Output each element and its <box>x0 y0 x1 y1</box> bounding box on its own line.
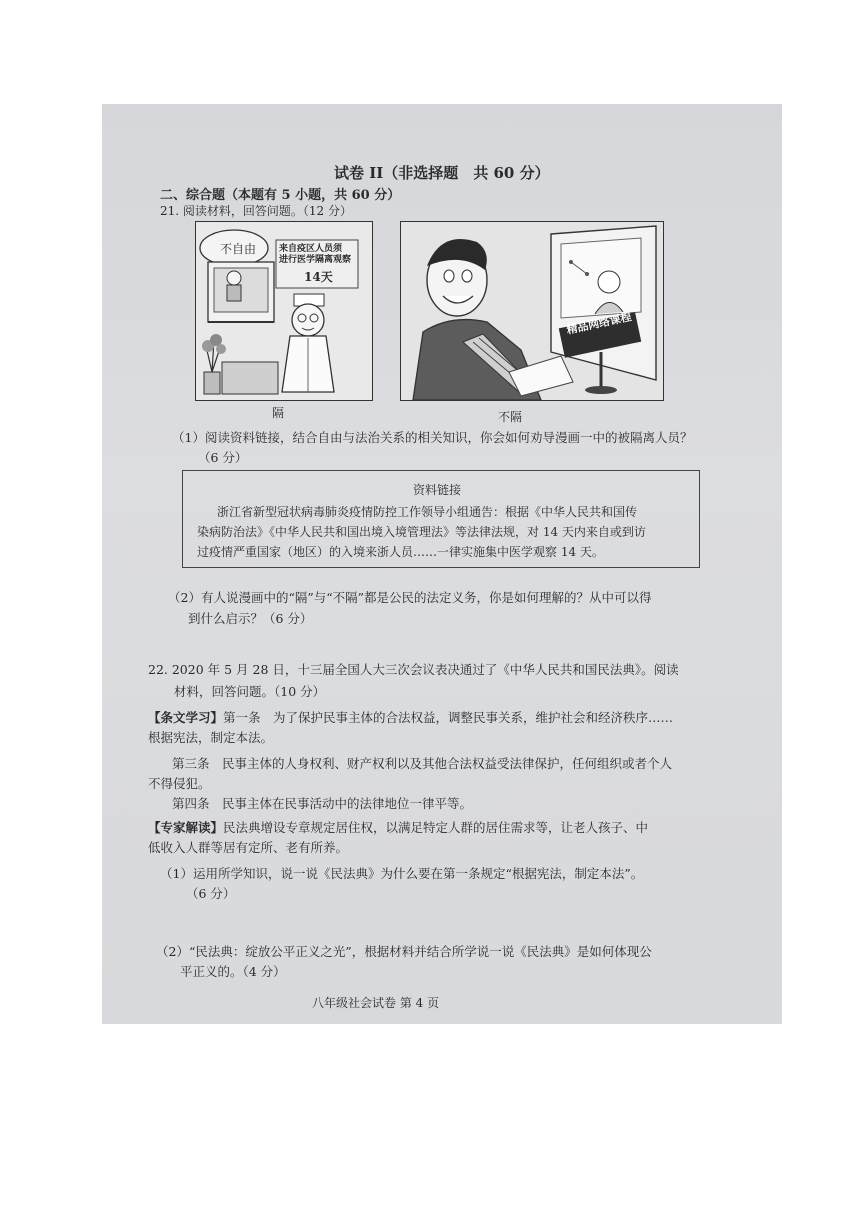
study-tag: 【条文学习】 <box>148 710 224 725</box>
q21-sub2-line2: 到什么启示？（6 分） <box>188 611 313 626</box>
course-board-label: 精品网络课程 <box>565 310 633 337</box>
q22-sub1-line1: （1）运用所学知识，说一说《民法典》为什么要在第一条规定“根据宪法，制定本法”。 <box>160 866 644 881</box>
q22-stem-line2: 材料，回答问题。（10 分） <box>174 684 326 699</box>
quarantine-sign-days: 14天 <box>304 270 333 284</box>
resource-link-box <box>182 470 700 568</box>
article1-text-b: 根据宪法，制定本法。 <box>148 730 274 745</box>
comic-online-course <box>400 221 664 401</box>
speech-bubble: 不自由 <box>220 242 257 256</box>
resource-box-line1: 浙江省新型冠状病毒肺炎疫情防控工作领导小组通告：根据《中华人民共和国传 <box>217 505 638 519</box>
q22-sub2-line2: 平正义的。（4 分） <box>180 964 286 979</box>
q22-stem-line1: 22. 2020 年 5 月 28 日，十三届全国人大三次会议表决通过了《中华人民共和国民法典》。阅读 <box>148 662 679 677</box>
q22-sub1-line2: （6 分） <box>186 886 236 901</box>
resource-box-line3: 过疫情严重国家（地区）的入境来浙人员……一律实施集中医学观察 14 天。 <box>197 545 604 559</box>
page-footer: 八年级社会试卷 第 4 页 <box>312 996 440 1010</box>
quarantine-sign-line1: 来自疫区人员须 <box>279 244 343 254</box>
q21-sub1-line1: （1）阅读资料链接，结合自由与法治关系的相关知识，你会如何劝导漫画一中的被隔离人员？ <box>172 430 693 445</box>
article1-text-a: 第一条 为了保护民事主体的合法权益，调整民事关系，维护社会和经济秩序…… <box>223 710 674 725</box>
q21-sub2-line1: （2）有人说漫画中的“隔”与“不隔”都是公民的法定义务，你是如何理解的？从中可以得 <box>168 590 652 605</box>
comic-isolation <box>195 221 373 401</box>
comic2-caption: 不隔 <box>498 410 523 424</box>
quarantine-sign-line2: 进行医学隔离观察 <box>279 255 352 265</box>
q22-expert-line1 <box>148 818 648 836</box>
page-title: 试卷 II（非选择题 共 60 分） <box>334 164 550 182</box>
expert-text-b: 低收入人群等居有定所、老有所养。 <box>148 840 349 855</box>
article3-text-b: 不得侵犯。 <box>148 776 211 791</box>
article4-text: 第四条 民事主体在民事活动中的法律地位一律平等。 <box>172 796 473 811</box>
comic1-caption: 隔 <box>272 406 285 420</box>
q22-sub2-line1: （2）“民法典：绽放公平正义之光”，根据材料并结合所学说一说《民法典》是如何体现公 <box>156 944 652 959</box>
section-heading: 二、综合题（本题有 5 小题，共 60 分） <box>160 188 401 203</box>
resource-box-line2: 染病防治法》《中华人民共和国出境入境管理法》等法律法规，对 14 天内来自或到访 <box>197 525 646 539</box>
resource-box-title: 资料链接 <box>413 483 462 497</box>
exam-page <box>102 104 782 1024</box>
article3-text-a: 第三条 民事主体的人身权利、财产权利以及其他合法权益受法律保护，任何组织或者个人 <box>172 756 673 771</box>
expert-tag: 【专家解读】 <box>148 820 224 835</box>
q22-study-article1 <box>148 708 673 726</box>
q21-sub1-line2: （6 分） <box>198 450 248 465</box>
q21-stem: 21. 阅读材料，回答问题。（12 分） <box>160 204 352 218</box>
expert-text-a: 民法典增设专章规定居住权，以满足特定人群的居住需求等，让老人孩子、中 <box>223 820 649 835</box>
